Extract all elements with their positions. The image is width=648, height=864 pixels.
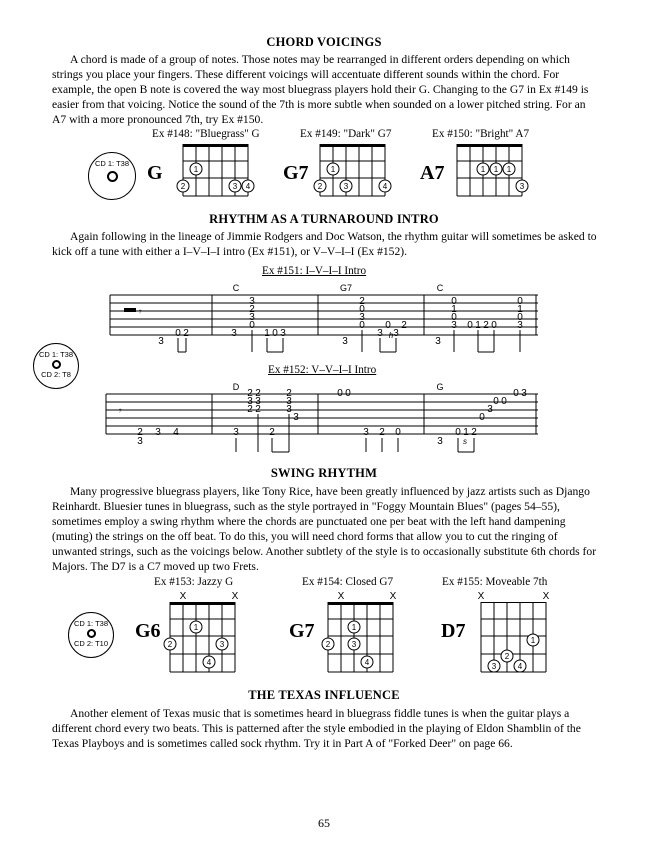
chord-diagram-g bbox=[177, 144, 254, 196]
tab-ex152 bbox=[0, 380, 648, 460]
svg-text:1: 1 bbox=[475, 320, 481, 331]
svg-text:0: 0 bbox=[385, 320, 391, 331]
svg-text:1: 1 bbox=[517, 304, 523, 315]
chord-diagram-a7 bbox=[457, 144, 528, 196]
svg-text:3: 3 bbox=[255, 396, 261, 407]
svg-text:3: 3 bbox=[491, 662, 497, 671]
svg-text:X: X bbox=[477, 591, 485, 602]
heading-texas-influence: THE TEXAS INFLUENCE bbox=[248, 688, 400, 702]
chord-diagrams-row2 bbox=[0, 588, 648, 678]
paragraph-swing-rhythm: Many progressive bluegrass players, like Tony Rice, have been greatly influenced by jazz artists such as Django Reinhardt. Bluesier tunes in bluegrass, such as the style portrayed in "Foggy Mountain Blues" (pages 54–55), sometimes employ a swing rhythm where the chords are punctuated one per beat with the left hand dampening (muting) the strings on the off beat. To do this, you will need chord forms that allow you to cut the ringing of unwanted strings, such as the voicings below. Another subtlety of the style is to occasionally substitute 6th chords for Majors. The D7 is a C7 moved up two Frets. bbox=[52, 485, 597, 573]
svg-text:1: 1 bbox=[330, 165, 336, 174]
svg-text:3: 3 bbox=[351, 640, 357, 649]
ex152-label: Ex #152: V–V–I–I Intro bbox=[268, 364, 377, 376]
svg-text:2: 2 bbox=[137, 427, 143, 438]
svg-text:4: 4 bbox=[206, 658, 212, 667]
svg-text:3: 3 bbox=[519, 182, 525, 191]
svg-text:3: 3 bbox=[377, 328, 383, 339]
svg-text:1: 1 bbox=[264, 328, 270, 339]
svg-text:0: 0 bbox=[517, 312, 523, 323]
svg-text:1: 1 bbox=[351, 623, 357, 632]
cd-badge: CD 1: T38 bbox=[88, 152, 136, 200]
svg-text:C: C bbox=[436, 283, 444, 293]
svg-text:3: 3 bbox=[359, 312, 365, 323]
ex150-label: Ex #150: "Bright" A7 bbox=[432, 128, 530, 140]
svg-text:0: 0 bbox=[395, 427, 401, 438]
svg-text:1: 1 bbox=[463, 427, 469, 438]
svg-text:3: 3 bbox=[363, 427, 369, 438]
svg-text:G: G bbox=[436, 382, 444, 392]
svg-text:0: 0 bbox=[513, 388, 519, 399]
svg-text:2: 2 bbox=[167, 640, 173, 649]
svg-text:1: 1 bbox=[451, 304, 457, 315]
svg-text:0: 0 bbox=[451, 296, 457, 307]
heading-rhythm-intro: RHYTHM AS A TURNAROUND INTRO bbox=[209, 212, 439, 226]
svg-text:1: 1 bbox=[493, 165, 499, 174]
chord-diagram-g6 bbox=[164, 591, 239, 672]
svg-text:3: 3 bbox=[155, 427, 161, 438]
svg-text:3: 3 bbox=[158, 336, 164, 347]
svg-text:2: 2 bbox=[504, 652, 510, 661]
svg-text:0: 0 bbox=[359, 320, 365, 331]
svg-text:4: 4 bbox=[517, 662, 523, 671]
svg-text:s: s bbox=[463, 437, 467, 446]
svg-text:0: 0 bbox=[479, 412, 485, 423]
svg-text:0: 0 bbox=[493, 396, 499, 407]
chord-diagram-g7-closed bbox=[322, 591, 397, 672]
svg-text:1: 1 bbox=[530, 636, 536, 645]
ex154-label: Ex #154: Closed G7 bbox=[302, 576, 394, 588]
svg-text:2: 2 bbox=[379, 427, 385, 438]
chord-name-d7: D7 bbox=[441, 620, 466, 642]
svg-text:2: 2 bbox=[183, 328, 189, 339]
svg-text:3: 3 bbox=[521, 388, 527, 399]
svg-text:G7: G7 bbox=[339, 283, 353, 293]
svg-text:0: 0 bbox=[467, 320, 473, 331]
svg-text:4: 4 bbox=[382, 182, 388, 191]
svg-text:2: 2 bbox=[483, 320, 489, 331]
svg-text:0: 0 bbox=[359, 304, 365, 315]
svg-text:3: 3 bbox=[293, 412, 299, 423]
chord-diagrams-row1 bbox=[0, 140, 648, 205]
svg-text:3: 3 bbox=[435, 336, 441, 347]
svg-text:2: 2 bbox=[255, 404, 261, 415]
svg-text:4: 4 bbox=[173, 427, 179, 438]
svg-text:2: 2 bbox=[317, 182, 323, 191]
svg-text:3: 3 bbox=[231, 328, 237, 339]
svg-text:3: 3 bbox=[342, 336, 348, 347]
svg-text:3: 3 bbox=[232, 182, 238, 191]
svg-text:3: 3 bbox=[393, 328, 399, 339]
chord-diagram-g7 bbox=[314, 144, 391, 196]
svg-text:3: 3 bbox=[343, 182, 349, 191]
svg-text:0: 0 bbox=[175, 328, 181, 339]
svg-text:2: 2 bbox=[255, 388, 261, 399]
svg-text:𝄾: 𝄾 bbox=[138, 307, 141, 318]
paragraph-texas-influence: Another element of Texas music that is sometimes heard in bluegrass fiddle tunes is when the guitar plays a different chord every two beats. This is patterned after the style embodied in the playing of Eldon Shamblin of the Texas Playboys and is sometimes called sock rhythm. Try it in Part A of "Forked Deer" on page 66. bbox=[52, 707, 581, 750]
heading-swing-rhythm: SWING RHYTHM bbox=[270, 466, 378, 480]
svg-text:3: 3 bbox=[137, 436, 143, 447]
half-rest bbox=[124, 308, 136, 312]
svg-text:1: 1 bbox=[193, 623, 199, 632]
svg-text:3: 3 bbox=[219, 640, 225, 649]
svg-text:3: 3 bbox=[249, 312, 255, 323]
svg-text:3: 3 bbox=[286, 404, 292, 415]
svg-text:0: 0 bbox=[455, 427, 461, 438]
svg-text:2: 2 bbox=[180, 182, 186, 191]
svg-text:0: 0 bbox=[337, 388, 343, 399]
svg-text:2: 2 bbox=[325, 640, 331, 649]
svg-text:3: 3 bbox=[247, 396, 253, 407]
ex151-label: Ex #151: I–V–I–I Intro bbox=[262, 265, 367, 277]
svg-text:X: X bbox=[179, 591, 187, 602]
svg-text:X: X bbox=[389, 591, 397, 602]
page-number: 65 bbox=[318, 816, 330, 830]
ex149-label: Ex #149: "Dark" G7 bbox=[300, 128, 392, 140]
heading-chord-voicings: CHORD VOICINGS bbox=[266, 35, 382, 49]
svg-text:2: 2 bbox=[359, 296, 365, 307]
svg-text:1: 1 bbox=[193, 165, 199, 174]
svg-text:0: 0 bbox=[272, 328, 278, 339]
chord-name-g7-closed: G7 bbox=[289, 620, 315, 642]
svg-text:C: C bbox=[232, 283, 240, 293]
svg-text:2: 2 bbox=[247, 388, 253, 399]
svg-text:3: 3 bbox=[280, 328, 286, 339]
svg-text:3: 3 bbox=[451, 320, 457, 331]
chord-name-a7: A7 bbox=[420, 162, 445, 184]
paragraph-chord-voicings: A chord is made of a group of notes. Those notes may be rearranged in different orders depending on which strings you place your fingers. These different voicings will accentuate different sounds within the chord. For example, the open B note is covered the way most bluegrass players hold their G. Changing to the G7 in Ex #149 is easier from that voicing. Notice the sound of the 7th is more subtle when sounded on a lower pitched string. For an A7 with a more pronounced 7th, try Ex #150. bbox=[52, 53, 589, 126]
svg-text:3: 3 bbox=[233, 427, 239, 438]
svg-text:𝄾: 𝄾 bbox=[118, 406, 121, 417]
svg-text:2: 2 bbox=[247, 404, 253, 415]
svg-text:4: 4 bbox=[245, 182, 251, 191]
svg-text:0: 0 bbox=[491, 320, 497, 331]
svg-text:0: 0 bbox=[249, 320, 255, 331]
chord-diagram-d7 bbox=[478, 591, 550, 672]
svg-text:2: 2 bbox=[401, 320, 407, 331]
ex155-label: Ex #155: Moveable 7th bbox=[442, 576, 548, 588]
svg-text:2: 2 bbox=[286, 388, 292, 399]
svg-text:0: 0 bbox=[517, 296, 523, 307]
svg-text:3: 3 bbox=[487, 404, 493, 415]
cd-badge-swing: CD 1: T38 CD 2: T10 bbox=[68, 612, 114, 658]
svg-text:3: 3 bbox=[286, 396, 292, 407]
svg-text:X: X bbox=[231, 591, 239, 602]
svg-text:3: 3 bbox=[249, 296, 255, 307]
cd-icon bbox=[52, 360, 61, 369]
svg-text:4: 4 bbox=[364, 658, 370, 667]
cd-badge-intro: CD 1: T38 CD 2: T8 bbox=[33, 343, 79, 389]
svg-text:X: X bbox=[542, 591, 550, 602]
svg-text:X: X bbox=[337, 591, 345, 602]
svg-text:3: 3 bbox=[437, 436, 443, 447]
ex148-label: Ex #148: "Bluegrass" G bbox=[152, 128, 260, 140]
svg-text:1: 1 bbox=[480, 165, 486, 174]
svg-text:3: 3 bbox=[517, 320, 523, 331]
svg-text:2: 2 bbox=[471, 427, 477, 438]
svg-text:h: h bbox=[388, 331, 394, 340]
svg-text:1: 1 bbox=[506, 165, 512, 174]
tab-ex151 bbox=[0, 280, 648, 360]
ex153-label: Ex #153: Jazzy G bbox=[154, 576, 234, 588]
svg-text:D: D bbox=[232, 382, 240, 392]
paragraph-rhythm-intro: Again following in the lineage of Jimmie Rodgers and Doc Watson, the rhythm guitar will sometimes be asked to kick off a tune with either a I–V–I–I intro (Ex #151), or V–V–I–I (Ex #152). bbox=[52, 230, 597, 258]
svg-text:2: 2 bbox=[269, 427, 275, 438]
chord-name-g: G bbox=[147, 162, 163, 184]
chord-name-g6: G6 bbox=[135, 620, 161, 642]
svg-text:2: 2 bbox=[249, 304, 255, 315]
svg-text:0: 0 bbox=[451, 312, 457, 323]
svg-text:0: 0 bbox=[345, 388, 351, 399]
svg-text:0: 0 bbox=[501, 396, 507, 407]
chord-name-g7: G7 bbox=[283, 162, 309, 184]
